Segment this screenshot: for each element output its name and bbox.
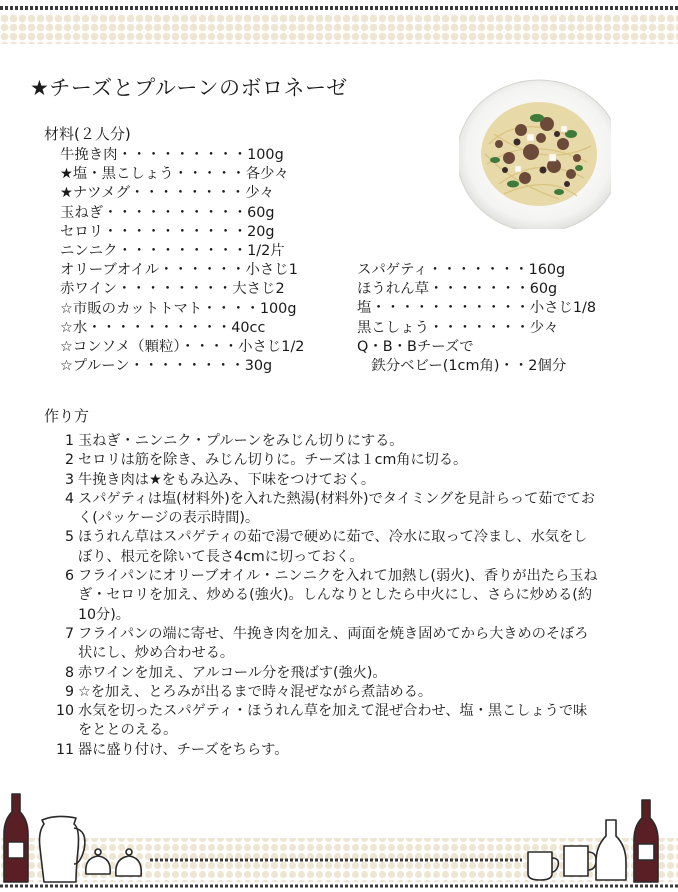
ingredient-amount: 1/2片 [247, 242, 285, 259]
leader-dots: ・・・・・・・・・・・ [371, 300, 530, 317]
step-3 [48, 471, 628, 490]
step-text [78, 528, 628, 567]
top-dashed-line [0, 6, 678, 10]
step-line: 水気を切ったスパゲティ・ほうれん草を加えて混ぜ合わせ、塩・黒こしょうで味 [78, 703, 588, 720]
pitcher-icon [40, 816, 79, 882]
step-text [78, 683, 628, 702]
step-line: ぎ・セロリを加え、炒める(強火)。しんなりとしたら中火にし、さらに炒める(約 [78, 587, 593, 604]
step-line: く(パッケージの表示時間)。 [78, 510, 260, 527]
mug-icon [564, 846, 588, 876]
step-line: ほうれん草はスパゲティの茹で湯で硬めに茹で、冷水に取って冷まし、水気をし [78, 529, 588, 546]
ingredient-row [60, 184, 304, 203]
ingredient-amount: 小さじ1/8 [529, 300, 597, 317]
ingredient-row [357, 357, 596, 376]
step-text [78, 490, 628, 529]
leader-dots: ・・・・ [202, 300, 260, 317]
ingredient-name: 塩 [357, 300, 372, 317]
ingredient-row [60, 204, 304, 223]
step-11 [48, 741, 628, 760]
step-line: セロリは筋を除き、みじん切りに。チーズは１cm角に切る。 [78, 452, 468, 469]
step-line: フライパンの端に寄せ、牛挽き肉を加え、両面を焼き固めてから大きめのそぼろ [78, 625, 589, 642]
wine-bottle-icon [634, 800, 658, 882]
step-line: をととのえる。 [78, 722, 178, 739]
bottom-kitchenware-border [0, 780, 678, 892]
method-steps [48, 432, 628, 760]
ingredient-row [60, 280, 304, 299]
ingredient-name: ☆市販のカットトマト [60, 300, 203, 317]
ingredient-amount: 大さじ2 [232, 281, 285, 298]
ingredient-amount: 少々 [245, 185, 274, 202]
ingredient-name: ★塩・黒こしょう [60, 166, 174, 183]
ingredient-row [60, 319, 304, 338]
ingredient-name: 赤ワイン [60, 281, 118, 298]
carafe-icon [596, 820, 626, 880]
step-7 [48, 625, 628, 664]
ingredient-row [60, 223, 304, 242]
leader-dots: ・・・・・・・・ [129, 358, 245, 375]
ingredient-amount: 100g [247, 147, 284, 163]
ingredient-name: ☆コンソメ（顆粒） [60, 338, 181, 355]
recipe-title: ★チーズとプルーンのボロネーゼ [30, 76, 348, 100]
dish-photo [459, 74, 611, 229]
step-4 [48, 490, 628, 529]
step-text [78, 471, 628, 490]
ingredient-row [60, 300, 304, 319]
step-line: ぼり、根元を除いて長さ4cmに切っておく。 [78, 548, 364, 565]
step-number: 2 [64, 452, 74, 469]
leader-dots: ・・・・・・・ [428, 281, 530, 298]
step-line: 器に盛り付け、チーズをちらす。 [78, 741, 289, 758]
step-9 [48, 683, 628, 702]
step-number: 3 [64, 471, 74, 488]
leader-dots: ・・・・・ [173, 166, 246, 183]
leader-dots: ・・・・・・・・ [130, 185, 246, 202]
ingredient-name: 牛挽き肉 [60, 147, 118, 163]
ingredient-amount: 60g [247, 204, 275, 221]
ingredient-row [357, 280, 596, 299]
top-border [0, 0, 678, 44]
ingredient-row [357, 338, 596, 357]
step-number: 4 [64, 490, 74, 507]
step-6 [48, 567, 628, 625]
ingredient-row [60, 261, 304, 280]
step-line: 赤ワインを加え、アルコール分を飛ばす(強火)。 [78, 664, 387, 681]
step-line: スパゲティは塩(材料外)を入れた熱湯(材料外)でタイミングを見計らって茹でてお [78, 490, 596, 507]
leader-dots: ・・・・・・・・ [117, 281, 233, 298]
ingredient-name: オリーブオイル [60, 262, 160, 279]
ingredient-row [60, 146, 304, 165]
ingredient-row [60, 357, 304, 376]
leader-dots: ・・・・ [180, 338, 239, 355]
ingredient-amount: 30g [244, 358, 273, 375]
step-10 [48, 702, 628, 741]
ingredient-name: 鉄分ベビー(1cm角) [357, 357, 500, 374]
ingredient-amount: 20g [247, 223, 275, 240]
step-number: 6 [64, 568, 74, 585]
method-heading: 作り方 [44, 407, 90, 425]
ingredient-row [60, 338, 304, 357]
step-2 [48, 451, 628, 470]
ingredient-name: Q・B・Bチーズで [357, 338, 474, 355]
ingredients-left-column [60, 146, 304, 376]
step-number: 9 [64, 683, 74, 700]
ingredient-row [357, 299, 596, 318]
step-1 [48, 432, 628, 451]
ingredient-name: ★ナツメグ [60, 185, 131, 202]
leader-dots: ・・・・・・・・・・ [87, 319, 232, 336]
ingredient-amount: 100g [259, 300, 297, 317]
step-line: フライパンにオリーブオイル・ニンニクを入れて加熱し(弱火)、香りが出たら玉ね [78, 568, 598, 585]
sugar-bowl-icon [86, 856, 111, 874]
ingredient-amount: 少々 [529, 319, 559, 336]
ingredient-name: ☆プルーン [60, 358, 130, 375]
step-line: 玉ねぎ・ニンニク・プルーンをみじん切りにする。 [78, 433, 404, 449]
ingredient-amount: 小さじ1 [245, 262, 298, 279]
ingredient-row [357, 319, 596, 338]
step-number: 8 [64, 664, 74, 681]
ingredient-name: ほうれん草 [357, 281, 429, 298]
step-5 [48, 528, 628, 567]
cup-icon [528, 852, 552, 880]
ingredient-name: セロリ [60, 223, 104, 240]
ingredients-heading: 材料(２人分) [44, 125, 131, 143]
step-text [78, 702, 628, 741]
leader-dots: ・・・・・・・・・・ [103, 223, 248, 240]
step-text [78, 567, 628, 625]
ingredient-row [60, 242, 304, 261]
ingredient-name: ☆水 [60, 319, 88, 336]
leader-dots: ・・ [499, 357, 529, 374]
leader-dots: ・・・・・・ [159, 262, 246, 279]
wine-bottle-icon [4, 794, 28, 882]
ingredient-amount: 2個分 [528, 357, 567, 374]
step-8 [48, 664, 628, 683]
ingredient-amount: 160g [528, 262, 566, 278]
step-number: 11 [55, 741, 74, 758]
step-number: 10 [55, 703, 74, 720]
leader-dots: ・・・・・・・・・ [117, 242, 248, 259]
step-number: 5 [64, 529, 74, 546]
step-text [78, 625, 628, 664]
leader-dots: ・・・・・・・・・ [117, 147, 248, 163]
ingredient-amount: 40cc [231, 319, 266, 336]
leader-dots: ・・・・・・・ [428, 319, 530, 336]
ingredient-name: スパゲティ [357, 262, 428, 278]
step-line: ☆を加え、とろみが出るまで時々混ぜながら煮詰める。 [78, 683, 433, 700]
step-text [78, 741, 628, 760]
step-line: 状にし、炒め合わせる。 [78, 645, 235, 662]
ingredient-name: 玉ねぎ [60, 204, 104, 221]
step-text [78, 432, 628, 451]
step-text [78, 451, 628, 470]
leader-dots: ・・・・・・・ [427, 262, 529, 278]
ingredients-right-column [357, 261, 596, 376]
ingredient-amount: 60g [529, 281, 558, 298]
ingredient-name: 黒こしょう [357, 319, 429, 336]
ingredient-amount: 小さじ1/2 [238, 338, 305, 355]
step-number: 1 [64, 433, 74, 449]
step-text [78, 664, 628, 683]
step-line: 牛挽き肉は★をもみ込み、下味をつけておく。 [78, 471, 376, 488]
ingredient-amount: 各少々 [245, 166, 289, 183]
step-line: 10分)。 [78, 606, 130, 623]
ingredient-row [60, 165, 304, 184]
ingredient-row [357, 261, 596, 280]
ingredient-name: ニンニク [60, 242, 118, 259]
leader-dots: ・・・・・・・・・・ [103, 204, 248, 221]
step-number: 7 [64, 625, 74, 642]
top-dot-pattern [0, 14, 678, 44]
